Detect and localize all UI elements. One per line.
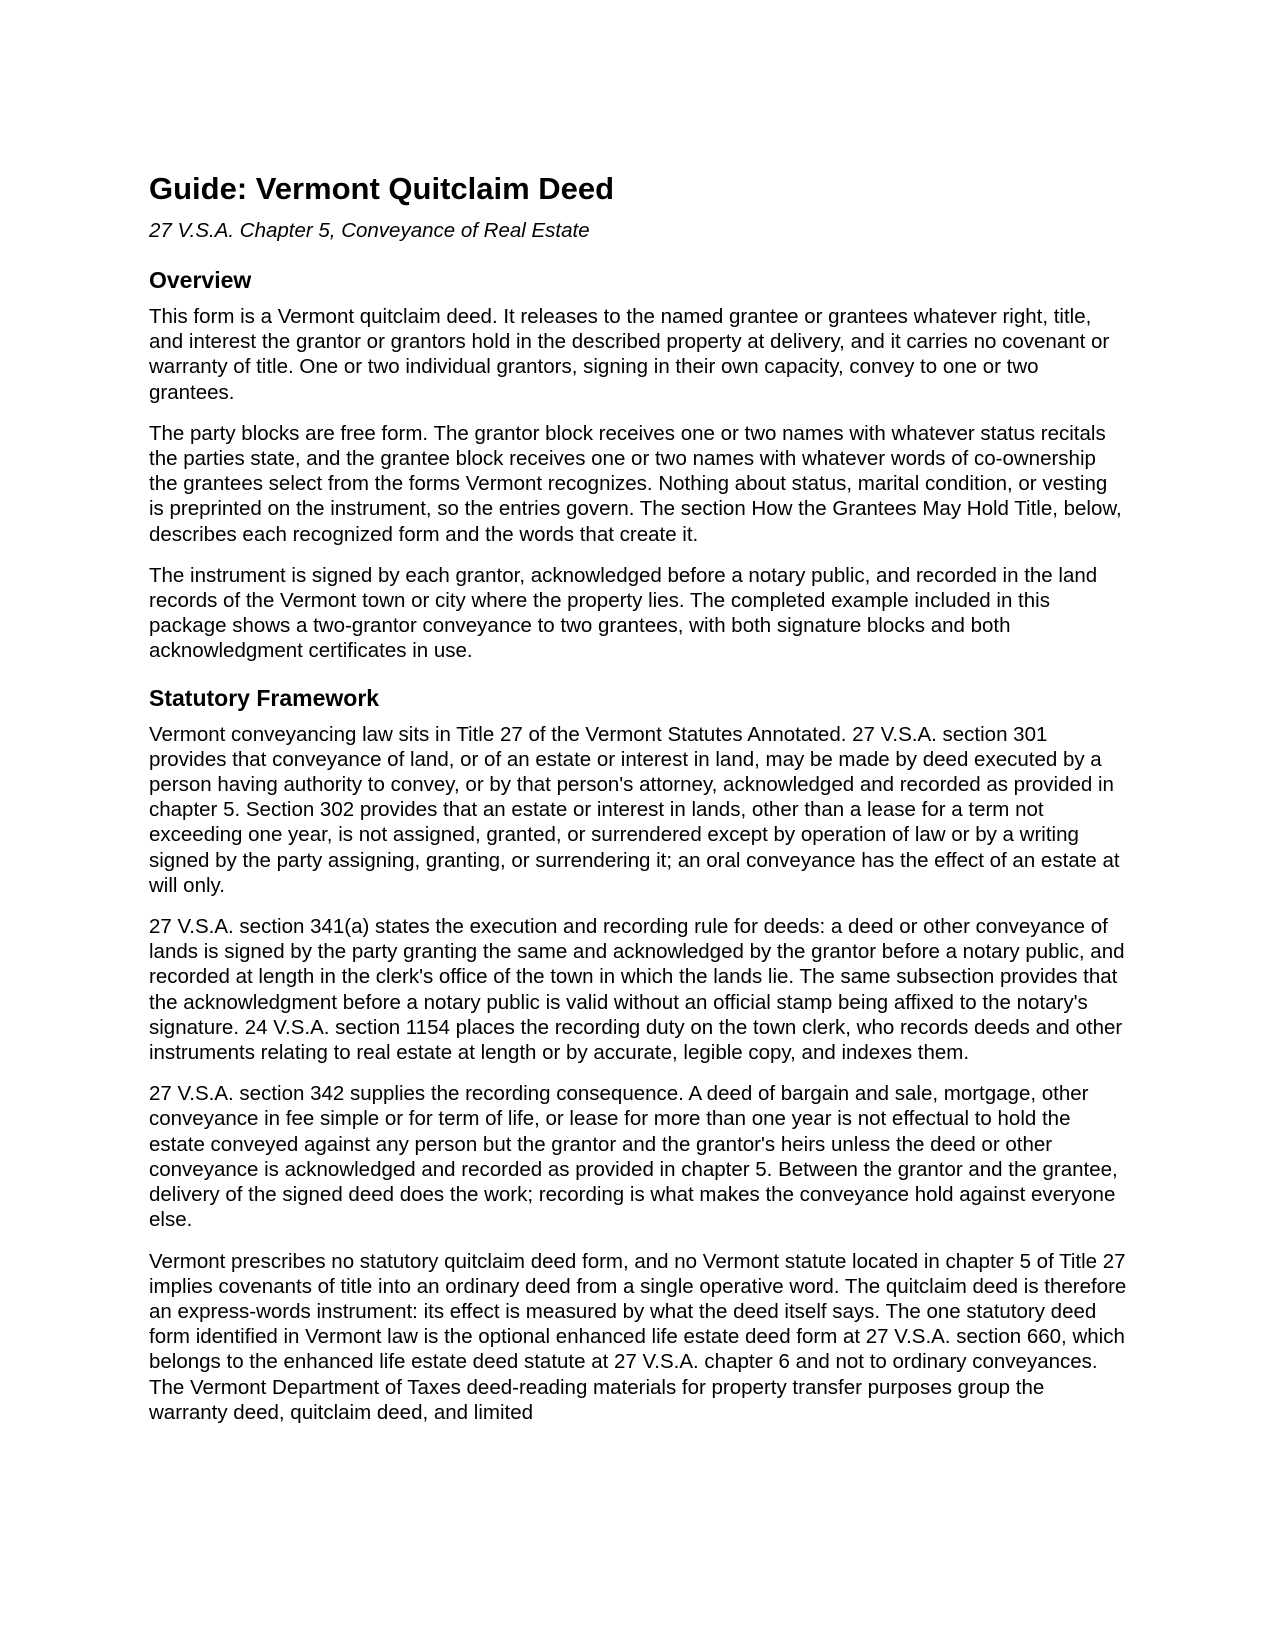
paragraph: This form is a Vermont quitclaim deed. It releases to the named grantee or grantees whatever right, title, and interest the grantor or grantors hold in the described property at delivery, and it carries no covenant or warranty of title. One or two individual grantors, signing in their own capacity, convey to one or two grantees.: [149, 305, 1110, 404]
paragraph: 27 V.S.A. section 342 supplies the recording consequence. A deed of bargain and sale, mortgage, other conveyance in fee simple or for term of life, or lease for more than one year is not effectual to hold the estate conveyed against any person but the grantor and the grantor's heirs unless the deed or other conveyance is acknowledged and recorded as provided in chapter 5. Between the grantor and the grantee, delivery of the signed deed does the work; recording is what makes the conveyance hold against everyone else.: [149, 1082, 1118, 1232]
paragraph: The party blocks are free form. The grantor block receives one or two names with whatever status recitals the parties state, and the grantee block receives one or two names with whatever words of co-ownership the grantees select from the forms Vermont recognizes. Nothing about status, marital condition, or vesting is preprinted on the instrument, so the entries govern. The section How the Grantees May Hold Title, below, describes each recognized form and the words that create it.: [149, 421, 1122, 546]
paragraph: 27 V.S.A. section 341(a) states the execution and recording rule for deeds: a deed or other conveyance of lands is signed by the party granting the same and acknowledged by the grantor before a notary public, and recorded at length in the clerk's office of the town in which the lands lie. The same subsection provides that the acknowledgment before a notary public is valid without an official stamp being affixed to the notary's signature. 24 V.S.A. section 1154 places the recording duty on the town clerk, who records deeds and other instruments relating to real estate at length or by accurate, legible copy, and indexes them.: [149, 915, 1125, 1065]
paragraph: Vermont prescribes no statutory quitclaim deed form, and no Vermont statute located in chapter 5 of Title 27 implies covenants of title into an ordinary deed from a single operative word. The quitclaim deed is therefore an express-words instrument: its effect is measured by what the deed itself says. The one statutory deed form identified in Vermont law is the optional enhanced life estate deed form at 27 V.S.A. section 660, which belongs to the enhanced life estate deed statute at 27 V.S.A. chapter 6 and not to ordinary conveyances. The Vermont Department of Taxes deed-reading materials for property transfer purposes group the warranty deed, quitclaim deed, and limited: [149, 1249, 1127, 1424]
section-overview: [149, 266, 1127, 664]
section-heading: Statutory Framework: [149, 684, 380, 711]
paragraph: The instrument is signed by each grantor, acknowledged before a notary public, and recorded in the land records of the Vermont town or city where the property lies. The completed example included in this package shows a two-grantor conveyance to two grantees, with both signature blocks and both acknowledgment certificates in use.: [149, 563, 1098, 663]
paragraph: Vermont conveyancing law sits in Title 27 of the Vermont Statutes Annotated. 27 V.S.A. section 301 provides that conveyance of land, or of an estate or interest in land, may be made by deed executed by a person having authority to convey, or by that person's attorney, acknowledged and recorded as provided in chapter 5. Section 302 provides that an estate or interest in lands, other than a lease for a term not exceeding one year, is not assigned, granted, or surrendered except by operation of law or by a writing signed by the party assigning, granting, or surrendering it; an oral conveyance has the effect of an estate at will only.: [149, 722, 1120, 897]
section-statutory-framework: [149, 684, 1127, 1425]
section-heading: Overview: [149, 267, 252, 293]
document-title: Guide: Vermont Quitclaim Deed: [149, 171, 615, 206]
document-subtitle: 27 V.S.A. Chapter 5, Conveyance of Real Estate: [149, 219, 590, 242]
document-page: [149, 170, 1127, 1441]
